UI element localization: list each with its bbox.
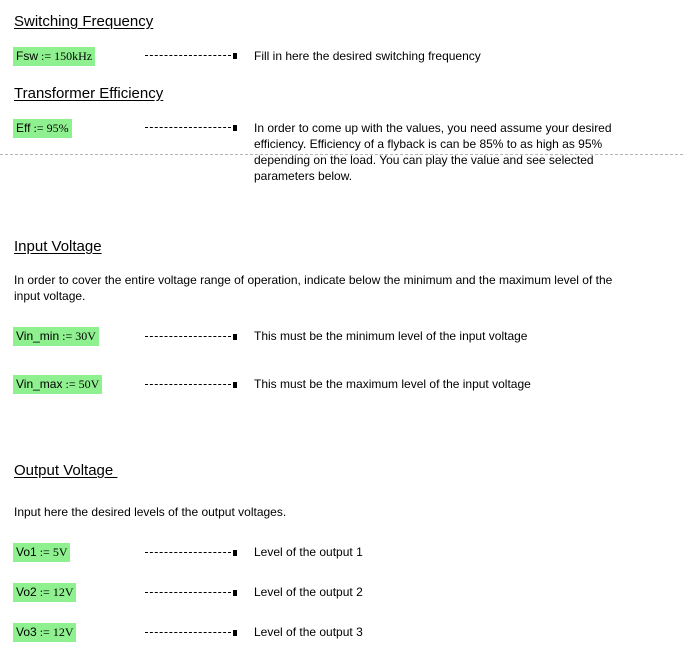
vo2-input-field[interactable]: [13, 583, 76, 602]
assign-operator: :=: [59, 329, 76, 343]
intro-line: input voltage.: [14, 289, 86, 303]
variable-name: Vo3: [16, 625, 37, 639]
dashed-arrow-icon: [145, 589, 237, 597]
intro-line: In order to cover the entire voltage range of operation, indicate below the minimum and the maximum level of the: [14, 273, 613, 287]
dashed-arrow-icon: [145, 629, 237, 637]
heading-transformer-efficiency: Transformer Efficiency: [14, 85, 164, 102]
variable-value[interactable]: 150kHz: [54, 49, 93, 63]
eff-description: [254, 120, 612, 184]
vo2-description: Level of the output 2: [254, 585, 363, 599]
fsw-description: Fill in here the desired switching frequency: [254, 49, 481, 63]
eff-description-line: In order to come up with the values, you need assume your desired: [254, 121, 612, 135]
vin-max-description: This must be the maximum level of the input voltage: [254, 377, 531, 391]
dashed-arrow-icon: [145, 333, 237, 341]
heading-switching-frequency: Switching Frequency: [14, 13, 154, 30]
assign-operator: :=: [62, 377, 79, 391]
fsw-input-field[interactable]: [13, 47, 95, 66]
dashed-arrow-icon: [145, 52, 237, 60]
assign-operator: :=: [36, 585, 53, 599]
eff-description-line: efficiency. Efficiency of a flyback is can be 85% to as high as 95%: [254, 137, 603, 151]
vin-max-input-field[interactable]: [13, 375, 102, 394]
heading-output-voltage: Output Voltage: [14, 462, 118, 479]
variable-name: Vin_max: [16, 377, 63, 391]
variable-value[interactable]: 95%: [46, 121, 69, 135]
vo1-description: Level of the output 1: [254, 545, 363, 559]
assign-operator: :=: [36, 545, 53, 559]
dashed-arrow-icon: [145, 549, 237, 557]
eff-description-line: depending on the load. You can play the value and see selected: [254, 153, 594, 167]
input-voltage-intro: [14, 272, 612, 304]
vo3-description: Level of the output 3: [254, 625, 363, 639]
variable-name: Fsw: [16, 49, 38, 63]
assign-operator: :=: [38, 49, 55, 63]
output-voltage-intro: Input here the desired levels of the output voltages.: [14, 505, 287, 519]
variable-name: Eff: [16, 121, 31, 135]
dashed-arrow-icon: [145, 381, 237, 389]
variable-name: Vin_min: [16, 329, 60, 343]
assign-operator: :=: [36, 625, 53, 639]
variable-value[interactable]: 50V: [78, 377, 100, 391]
variable-name: Vo2: [16, 585, 37, 599]
variable-value[interactable]: 30V: [75, 329, 96, 343]
variable-value[interactable]: 12V: [52, 625, 74, 639]
variable-value[interactable]: 5V: [52, 545, 68, 559]
dashed-arrow-icon: [145, 124, 237, 132]
eff-input-field[interactable]: [13, 119, 72, 138]
assign-operator: :=: [30, 121, 47, 135]
page-break-line: [0, 154, 683, 155]
eff-description-line: parameters below.: [254, 169, 353, 183]
heading-input-voltage: Input Voltage: [14, 238, 102, 255]
vin-min-description: This must be the minimum level of the input voltage: [254, 329, 528, 343]
vo3-input-field[interactable]: [13, 623, 76, 642]
vin-min-input-field[interactable]: [13, 327, 99, 346]
variable-value[interactable]: 12V: [52, 585, 74, 599]
vo1-input-field[interactable]: [13, 543, 70, 562]
variable-name: Vo1: [16, 545, 37, 559]
